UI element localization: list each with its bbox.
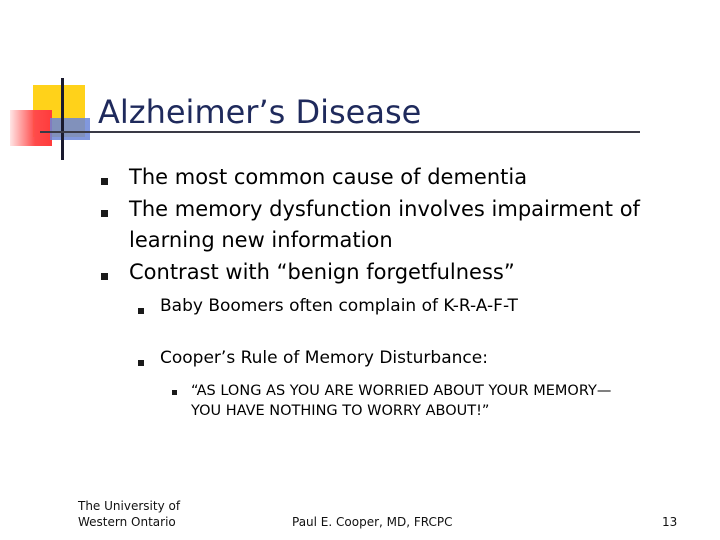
title-underline <box>40 131 640 133</box>
sub-bullet-marker <box>138 308 144 314</box>
decor-red-square <box>10 110 52 146</box>
sub-sub-bullet-line1: “AS LONG AS YOU ARE WORRIED ABOUT YOUR MEMORY— <box>191 383 612 399</box>
bullet-item: The memory dysfunction involves impairment of <box>129 197 640 221</box>
page-number: 13 <box>662 515 678 529</box>
footer-author: Paul E. Cooper, MD, FRCPC <box>292 515 453 529</box>
sub-bullet-item: Cooper’s Rule of Memory Disturbance: <box>160 348 488 368</box>
bullet-marker <box>101 178 108 185</box>
sub-sub-bullet-line2: YOU HAVE NOTHING TO WORRY ABOUT!” <box>191 403 490 419</box>
slide-title: Alzheimer’s Disease <box>98 93 422 131</box>
sub-bullet-marker <box>138 360 144 366</box>
bullet-item: Contrast with “benign forgetfulness” <box>129 260 515 284</box>
bullet-marker <box>101 273 108 280</box>
decor-vertical-line <box>61 78 64 160</box>
bullet-item: The most common cause of dementia <box>129 165 528 189</box>
footer-institution-line1: The University of <box>78 499 181 513</box>
bullet-marker <box>101 210 108 217</box>
sub-bullet-item: Baby Boomers often complain of K-R-A-F-T <box>160 296 518 316</box>
bullet-item-continuation: learning new information <box>129 228 393 252</box>
sub-sub-bullet-marker <box>172 390 177 395</box>
decor-blue-square <box>50 118 90 140</box>
footer-institution-line2: Western Ontario <box>78 515 176 529</box>
